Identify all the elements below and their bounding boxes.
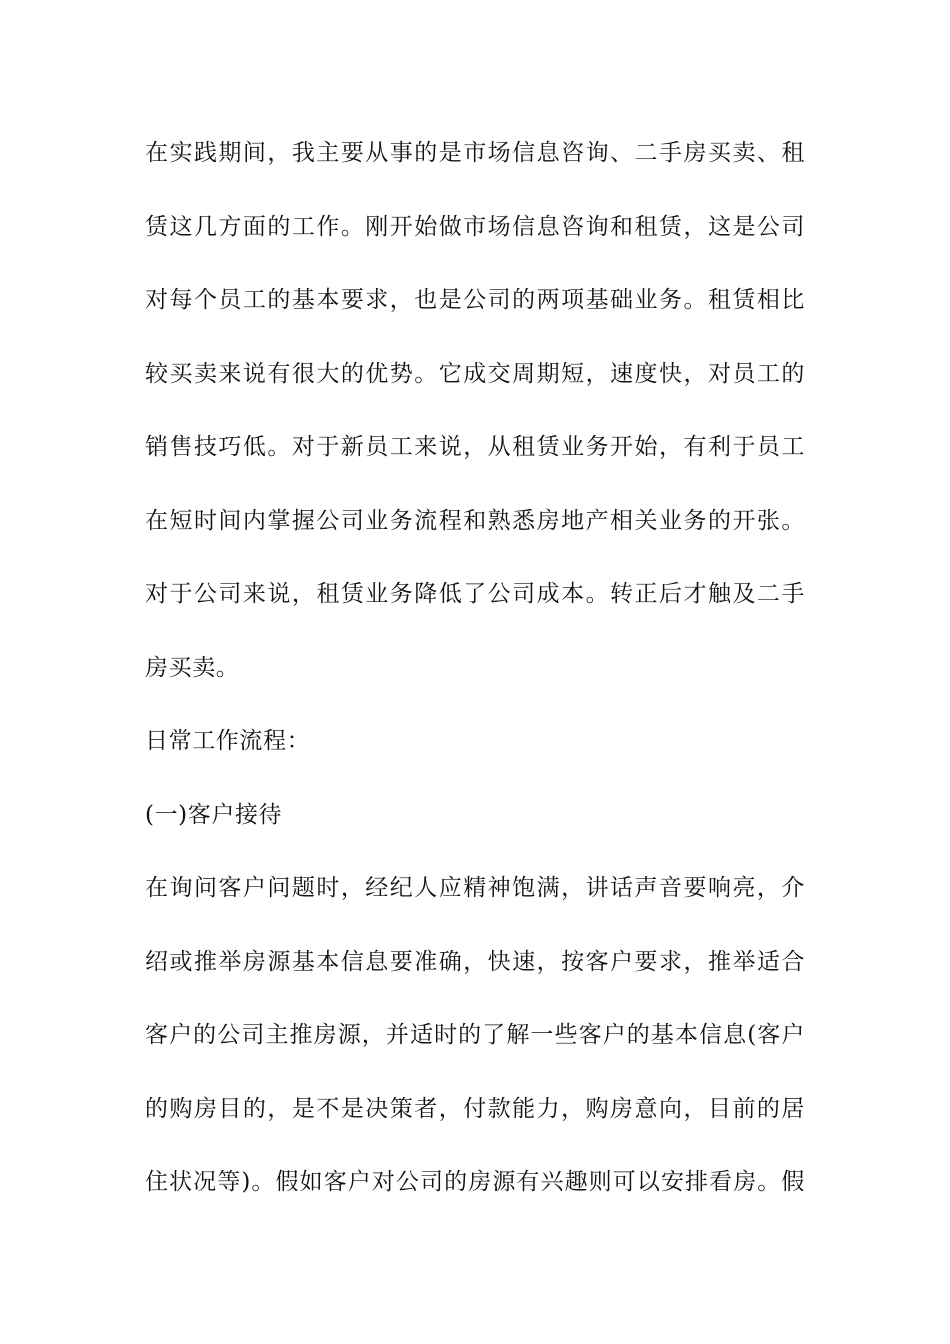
text-line: 房买卖。: [145, 654, 240, 681]
document-body: [145, 128, 805, 1231]
text-line: 对于公司来说，租赁业务降低了公司成本。转正后才触及二手: [145, 581, 805, 607]
text-line: 对每个员工的基本要求，也是公司的两项基础业务。租赁相比: [145, 287, 805, 313]
subsection-heading: (一)客户接待: [145, 801, 283, 828]
text-line: 较买卖来说有很大的优势。它成交周期短，速度快，对员工的: [145, 360, 805, 387]
section-heading: 日常工作流程：: [145, 728, 311, 754]
text-line: 客户的公司主推房源，并适时的了解一些客户的基本信息(客户: [145, 1022, 805, 1048]
text-line: 在实践期间，我主要从事的是市场信息咨询、二手房买卖、租: [145, 140, 805, 166]
text-line: 销售技巧低。对于新员工来说，从租赁业务开始，有利于员工: [145, 434, 805, 460]
text-line: 在询问客户问题时，经纪人应精神饱满，讲话声音要响亮，介: [145, 875, 805, 901]
text-line: 赁这几方面的工作。刚开始做市场信息咨询和租赁，这是公司: [145, 213, 805, 240]
text-line: 在短时间内掌握公司业务流程和熟悉房地产相关业务的开张。: [145, 507, 805, 534]
text-line: 住状况等)。假如客户对公司的房源有兴趣则可以安排看房。假: [145, 1169, 805, 1195]
text-line: 绍或推举房源基本信息要准确，快速，按客户要求，推举适合: [145, 948, 805, 975]
text-line: 的购房目的，是不是决策者，付款能力，购房意向，目前的居: [145, 1095, 805, 1122]
